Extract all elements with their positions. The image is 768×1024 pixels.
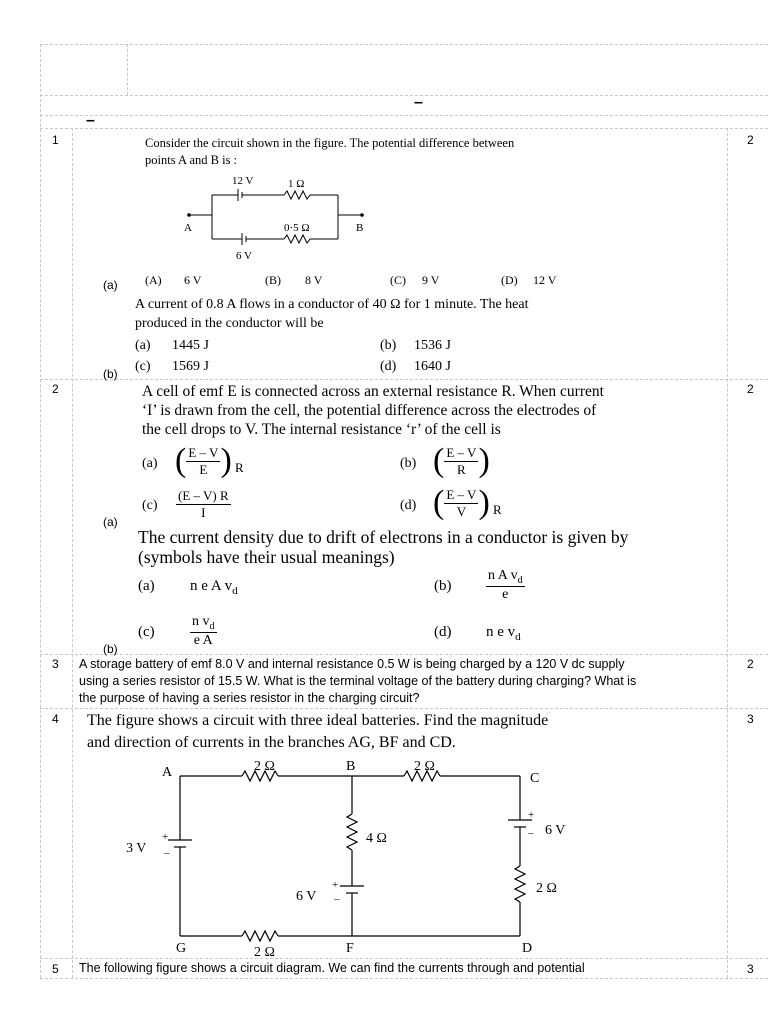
option-formula: ( $\frac{E - V}{E}$ ) R <box>175 442 244 479</box>
header-dash: – <box>86 112 95 129</box>
battery-label: 3 V <box>126 841 147 856</box>
option-label: (a) <box>142 456 158 471</box>
option-label: (a) <box>138 578 155 594</box>
question-text: ‘I’ is drawn from the cell, the potential difference across the electrodes of <box>142 402 597 419</box>
question-text: produced in the conductor will be <box>135 316 324 331</box>
option-formula <box>190 614 217 649</box>
polarity-minus: – <box>164 847 170 859</box>
option-label: (A) <box>145 273 162 287</box>
table-border <box>40 708 768 709</box>
option-label: (d) <box>434 624 452 640</box>
question-marks: 2 <box>747 133 754 147</box>
option-label: (b) <box>380 338 397 353</box>
option-value: 8 V <box>305 273 323 287</box>
question-number: 1 <box>52 133 59 147</box>
question-text: (symbols have their usual meanings) <box>138 547 395 567</box>
question-text: A storage battery of emf 8.0 V and internal resistance 0.5 W is being charged by a 120 V dc supply <box>79 657 625 671</box>
polarity-minus: – <box>334 893 340 905</box>
subpart-label: (a) <box>103 278 118 292</box>
fraction-denominator: R <box>457 461 466 477</box>
table-border <box>40 654 768 655</box>
table-border <box>40 128 768 129</box>
question-text: The current density due to drift of electrons in a conductor is given by <box>138 527 629 547</box>
table-border <box>40 44 41 978</box>
question-text: The figure shows a circuit with three ideal batteries. Find the magnitude <box>87 712 549 729</box>
option-value: 9 V <box>422 273 440 287</box>
question-number: 3 <box>52 657 59 671</box>
table-border <box>40 115 768 116</box>
header-dash: – <box>414 94 423 111</box>
resistor-label: 2 Ω <box>254 945 275 958</box>
question-text: points A and B is : <box>145 153 238 167</box>
circuit-figure-q4 <box>118 752 598 958</box>
formula-subscript: d <box>517 574 523 586</box>
formula-suffix: R <box>493 502 502 518</box>
option-label: (c) <box>135 359 151 374</box>
battery-label: 6 V <box>296 889 317 904</box>
fraction-numerator: n v <box>192 614 210 629</box>
polarity-plus: + <box>162 831 169 843</box>
table-border <box>40 44 768 45</box>
option-label: (d) <box>400 498 417 513</box>
polarity-plus: + <box>528 809 535 821</box>
table-border <box>40 379 768 380</box>
table-border <box>40 95 768 96</box>
subpart-label: (b) <box>103 367 118 381</box>
option-label: (c) <box>138 624 155 640</box>
fraction-numerator: E – V <box>446 444 477 460</box>
option-value: 1536 J <box>414 338 451 353</box>
question-text: The following figure shows a circuit diagram. We can find the currents through and potential <box>79 961 585 975</box>
option-label: (b) <box>400 456 417 471</box>
circuit-figure-q1 <box>180 172 380 264</box>
node-label: G <box>176 941 187 956</box>
table-border <box>72 128 73 978</box>
option-value: 1445 J <box>172 338 209 353</box>
node-label: C <box>530 771 540 786</box>
table-border <box>40 958 768 959</box>
fraction-numerator: n A v <box>488 568 518 583</box>
question-text: A cell of emf E is connected across an external resistance R. When current <box>142 383 604 400</box>
option-label: (c) <box>142 498 158 513</box>
question-text: and direction of currents in the branches AG, BF and CD. <box>87 734 456 751</box>
node-label: D <box>522 941 533 956</box>
question-text: the purpose of having a series resistor in the charging circuit? <box>79 691 420 705</box>
fraction-denominator: e A <box>193 632 213 648</box>
formula-subscript: d <box>515 631 521 643</box>
battery-label: 6 V <box>545 823 566 838</box>
option-formula <box>176 488 231 521</box>
circuit-label: 6 V <box>236 250 252 262</box>
question-marks: 2 <box>747 382 754 396</box>
node-label: A <box>162 765 173 780</box>
option-label: (B) <box>265 273 281 287</box>
subpart-label: (b) <box>103 642 118 656</box>
question-marks: 3 <box>747 712 754 726</box>
resistor-label: 4 Ω <box>366 831 387 846</box>
option-formula <box>486 624 521 643</box>
formula-suffix: R <box>235 460 244 476</box>
node-label: B <box>346 759 356 774</box>
polarity-plus: + <box>332 879 339 891</box>
question-number: 5 <box>52 962 59 976</box>
option-formula: ( $\frac{E - V}{R}$ ) <box>433 442 490 479</box>
formula-text: n e A v <box>190 578 233 594</box>
resistor-label: 2 Ω <box>536 881 557 896</box>
question-text: the cell drops to V. The internal resistance ‘r’ of the cell is <box>142 421 501 438</box>
option-formula <box>486 568 525 603</box>
fraction-denominator: I <box>201 505 206 520</box>
resistor-label: 2 Ω <box>254 759 275 774</box>
option-label: (C) <box>390 273 406 287</box>
question-text: A current of 0.8 A flows in a conductor of 40 Ω for 1 minute. The heat <box>135 297 529 312</box>
option-formula <box>190 578 238 597</box>
question-marks: 3 <box>747 962 754 976</box>
question-number: 2 <box>52 382 59 396</box>
table-border <box>40 978 768 979</box>
fraction-denominator: V <box>456 503 467 519</box>
option-value: 6 V <box>184 273 202 287</box>
fraction-numerator: E – V <box>446 486 477 502</box>
option-label: (a) <box>135 338 151 353</box>
question-text: using a series resistor of 15.5 W. What is the terminal voltage of the battery during charging? What is <box>79 674 637 688</box>
option-label: (D) <box>501 273 518 287</box>
question-marks: 2 <box>747 657 754 671</box>
circuit-label: A <box>184 222 192 234</box>
option-value: 1640 J <box>414 359 451 374</box>
option-formula: ( $\frac{E - V}{V}$ ) R <box>433 484 502 521</box>
option-label: (b) <box>434 578 452 594</box>
fraction-denominator: E <box>199 461 208 477</box>
option-label: (d) <box>380 359 397 374</box>
fraction-numerator: (E – V) R <box>178 488 229 503</box>
circuit-label: 12 V <box>232 175 254 187</box>
fraction-numerator: E – V <box>188 444 219 460</box>
table-border <box>127 44 128 95</box>
question-text: Consider the circuit shown in the figure. The potential difference between <box>145 136 515 150</box>
formula-subscript: d <box>209 620 215 632</box>
circuit-label: B <box>356 222 364 234</box>
node-label: F <box>346 941 354 956</box>
option-value: 1569 J <box>172 359 209 374</box>
subpart-label: (a) <box>103 515 118 529</box>
formula-subscript: d <box>232 585 238 597</box>
table-border <box>727 128 728 978</box>
resistor-label: 2 Ω <box>414 759 435 774</box>
question-number: 4 <box>52 712 59 726</box>
circuit-label: 0·5 Ω <box>284 222 310 234</box>
option-value: 12 V <box>533 273 557 287</box>
polarity-minus: – <box>528 827 534 839</box>
formula-text: n e v <box>486 624 516 640</box>
circuit-label: 1 Ω <box>288 178 305 190</box>
fraction-denominator: e <box>502 586 509 602</box>
